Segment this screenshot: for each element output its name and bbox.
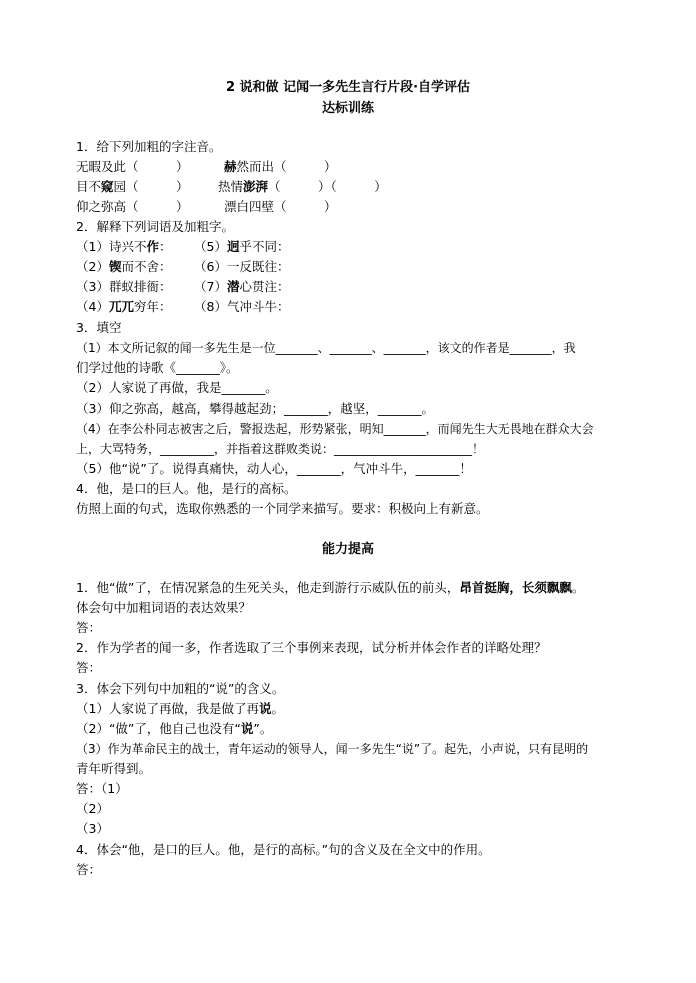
s2-q3-item-1: （1）人家说了再做，我是做了再说。 [76,701,284,716]
q3-item-3: （3）仰之弥高，越高，攀得越起劲；_______，越坚，_______。 [76,401,434,416]
q3-item-1-line2: 们学过他的诗歌《_______》。 [76,360,239,375]
q3-item-4-line2: 上，大骂特务，_________，并指着这群败类说：_______________________！ [76,442,485,456]
question-3: 3．填空 [76,320,122,335]
s2-question-1-prompt: 体会句中加粗词语的表达效果？ [76,600,252,615]
question-4-instruction: 仿照上面的句式，选取你熟悉的一个同学来描写。要求：积极向上有新意。 [76,501,489,516]
q3-item-2: （2）人家说了再做，我是_______。 [76,380,278,395]
section-heading-drill: 达标训练 [321,101,374,116]
question-2: 2．解释下列词语及加粗字。 [76,219,234,234]
q1-row1-b: 赫然而出（ ） [224,159,337,174]
q2-item-4: （4）兀兀穷年： [76,299,172,314]
q2-item-6: （6）一反既往： [194,259,290,274]
q3-item-5: （5）他“说”了。说得真痛快，动人心，_______，气冲斗牛，_______！ [76,461,472,476]
q1-row3-b: 漂白四壁（ ） [224,199,337,214]
document-title: 2 说和做 记闻一多先生言行片段·自学评估 [225,80,471,95]
q2-item-5: （5）迥乎不同： [194,239,290,254]
s2-answer-3-3: （3） [76,821,109,836]
s2-answer-3-2: （2） [76,801,109,816]
s2-question-2: 2．作为学者的闻一多，作者选取了三个事例来表现，试分析并体会作者的详略处理？ [76,640,547,655]
s2-q3-item-3-line2: 青年听得到。 [76,761,152,776]
s2-answer-1: 答： [76,620,102,635]
s2-question-3: 3．体会下列句中加粗的“说”的含义。 [76,681,285,696]
s2-answer-4: 答： [76,862,102,877]
s2-question-1: 1．他“做”了，在情况紧急的生死关头，他走到游行示威队伍的前头，昂首挺胸，长须飘飘。 [76,580,585,595]
s2-answer-3-1: 答：（1） [76,781,128,796]
s2-question-4: 4．体会“他，是口的巨人。他，是行的高标。”句的含义及在全文中的作用。 [76,842,491,857]
q2-item-7: （7）潜心贯注： [194,279,290,294]
q2-item-1: （1）诗兴不作： [76,239,172,254]
q2-item-3: （3）群蚁排衙： [76,279,172,294]
q3-item-4-line1: （4）在李公朴同志被害之后，警报迭起，形势紧张，明知_______，而闻先生大无畏地在群众大会 [76,422,594,436]
q1-row1-a: 无暇及此（ ） [76,159,189,174]
q2-item-8: （8）气冲斗牛： [194,299,290,314]
question-4: 4．他，是口的巨人。他，是行的高标。 [76,481,297,496]
q3-item-1-line1: （1）本文所记叙的闻一多先生是一位_______、_______、_______，该文的作者是_______，我 [76,341,576,355]
q1-row2-b: 热情澎湃（ ）（ ） [218,179,387,194]
question-1: 1．给下列加粗的字注音。 [76,139,222,154]
q2-item-2: （2）锲而不舍： [76,259,172,274]
s2-q3-item-2: （2）“做”了，他自己也没有“说”。 [76,721,273,736]
s2-q3-item-3-line1: （3）作为革命民主的战士，青年运动的领导人，闻一多先生“说”了。起先，小声说，只有昆明的 [76,742,589,756]
s2-answer-2: 答： [76,660,102,675]
q1-row2-a: 目不窥园（ ） [76,179,189,194]
section-heading-ability: 能力提高 [321,542,374,557]
q1-row3-a: 仰之弥高（ ） [76,199,189,214]
